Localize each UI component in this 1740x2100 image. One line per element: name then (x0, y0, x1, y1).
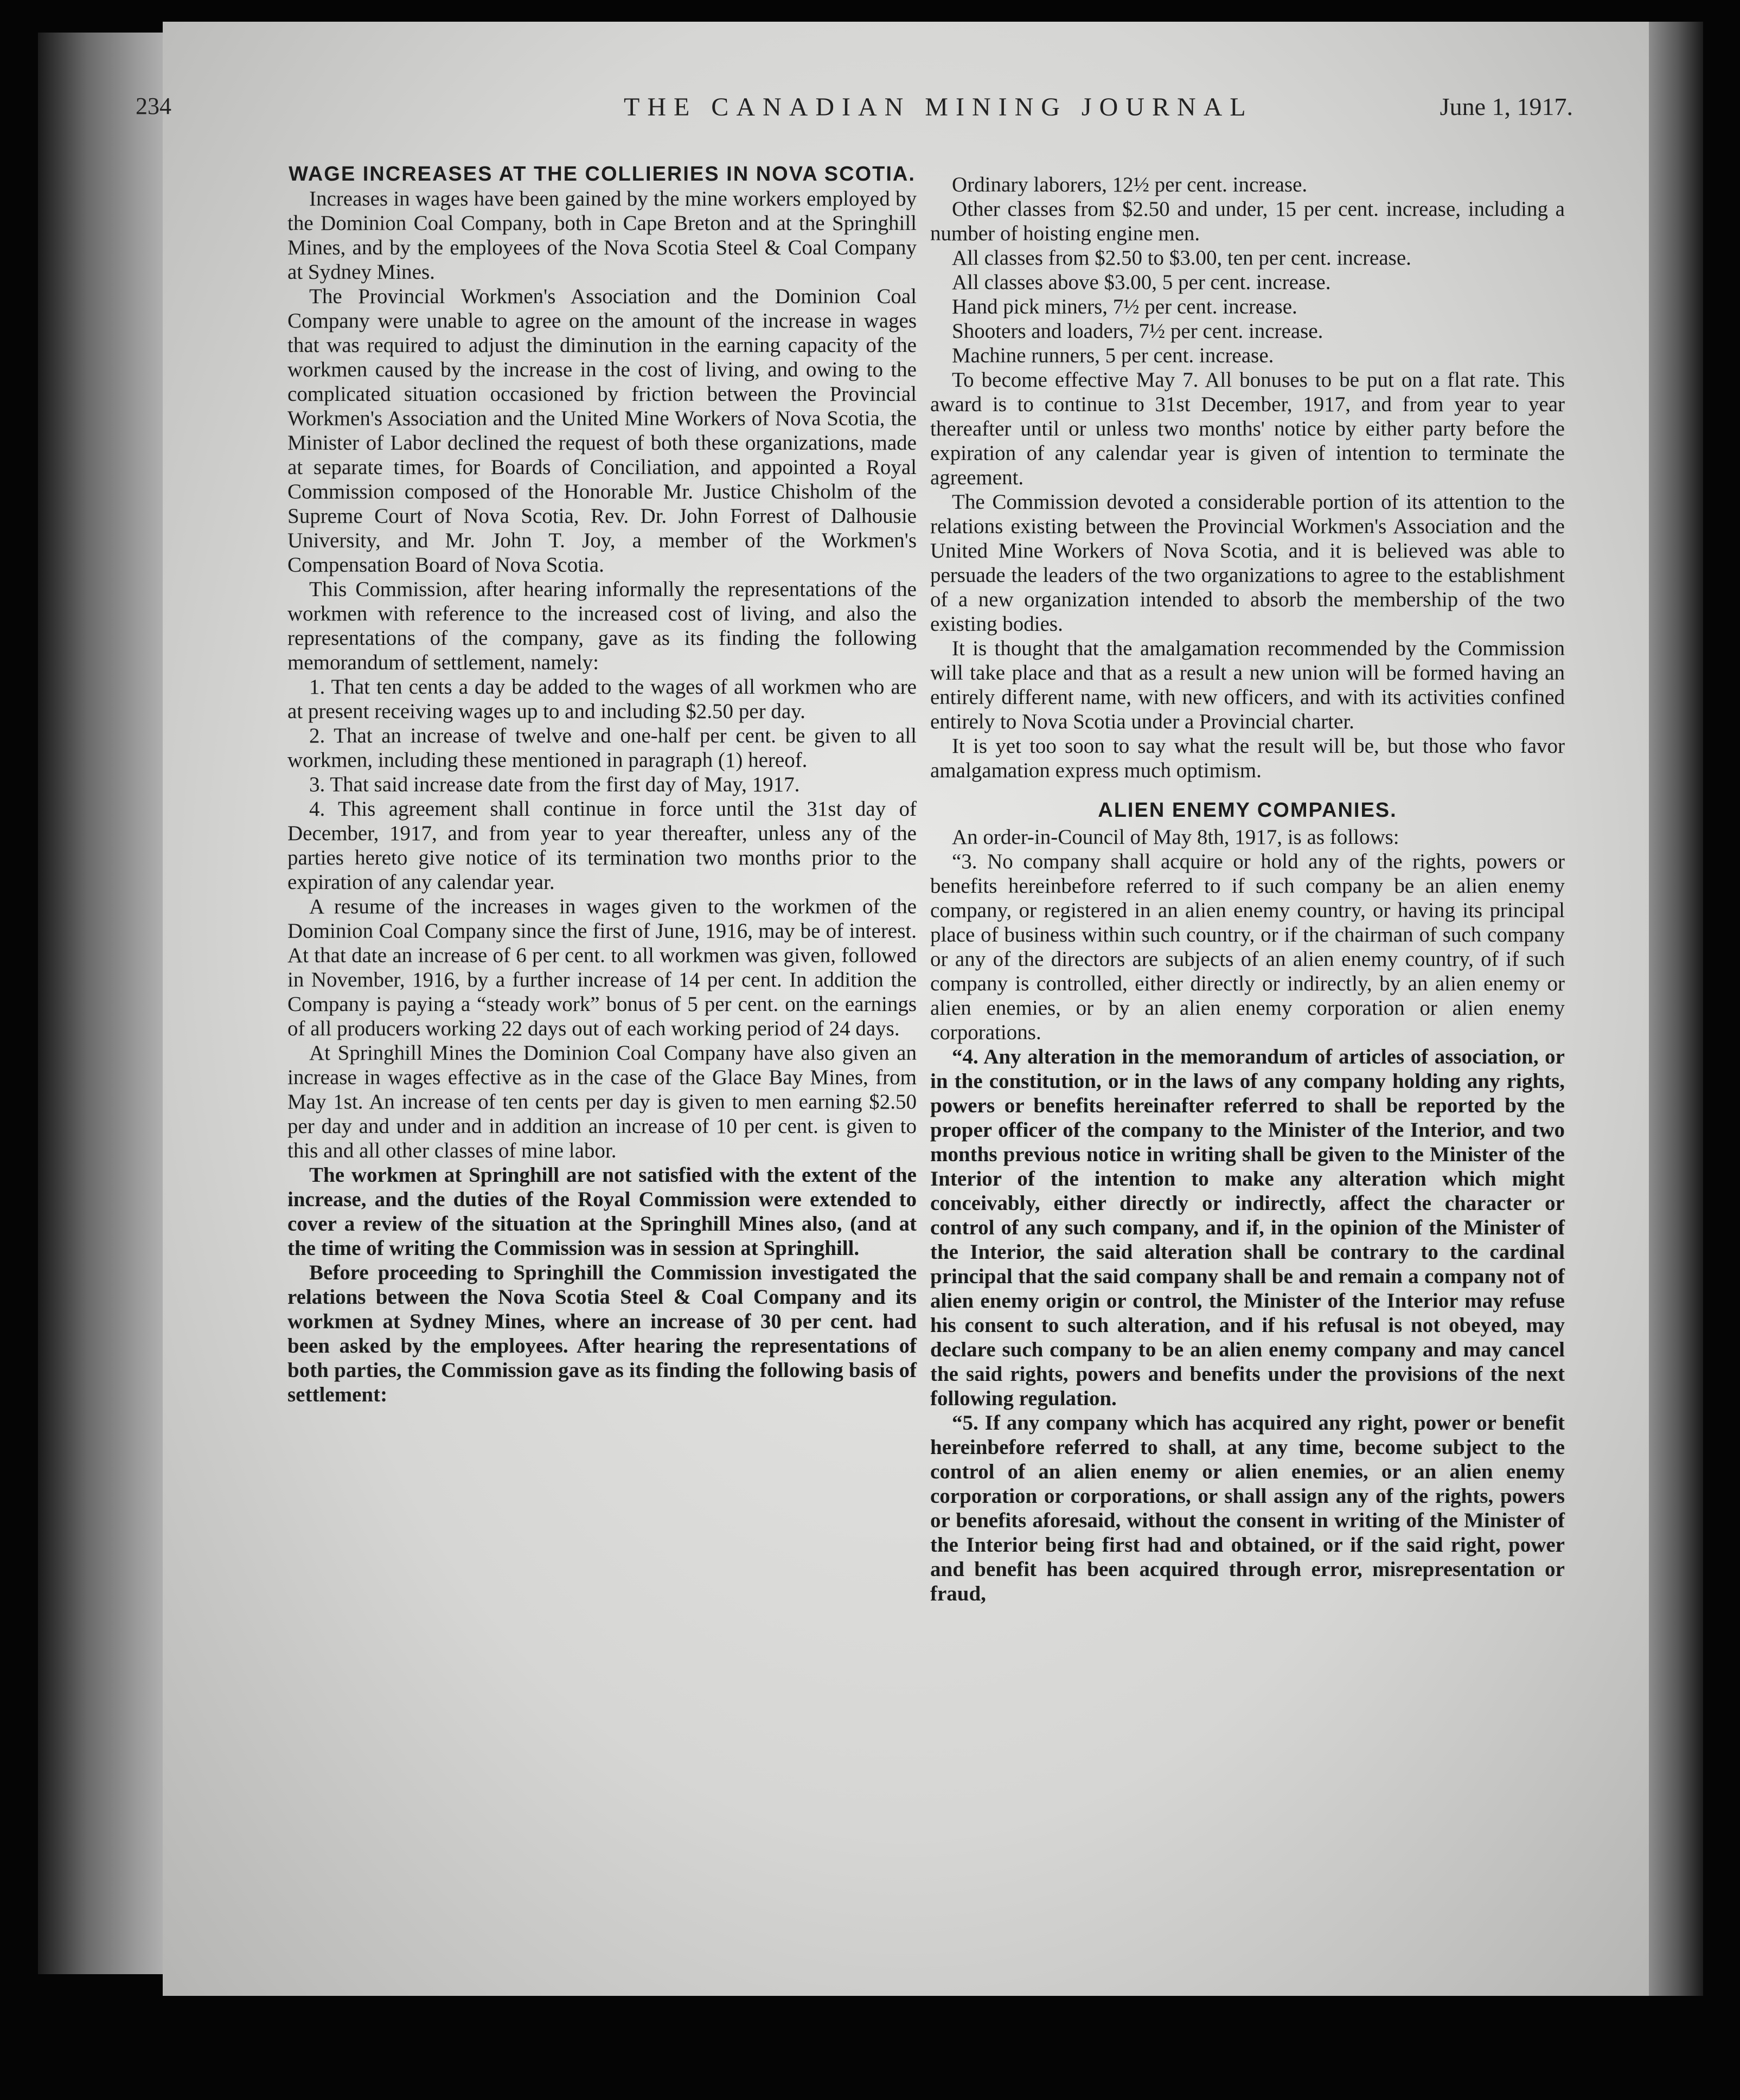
regulation-5: “5. If any company which has acquired any right, power or benefit hereinbefore referred to shall, at any time, become subject to the control of an alien enemy or alien enemies, or an alien enemy corporation or corporations, or shall assign any of the rights, powers or benefits aforesaid, without the consent in writing of the Minister of the Interior being first had and obtained, or if the said right, power and benefit has been acquired through error, misrepresentation or fraud, (930, 1411, 1565, 1605)
paragraph: The Provincial Workmen's Association and the Dominion Coal Company were unable to agree on the amount of the increase in wages that was required to adjust the diminution in the earning capacity of the workmen caused by the increase in the cost of living, and owing to the complicated situation occasioned by friction between the Provincial Workmen's Association and the United Mine Workers of Nova Scotia, the Minister of Labor declined the request of both these organizations, made at separate times, for Boards of Conciliation, and appointed a Royal Commission composed of the Honorable Mr. Justice Chisholm of the Supreme Court of Nova Scotia, Rev. Dr. John Forrest of Dalhousie University, and Mr. John T. Joy, a member of the Workmen's Compensation Board of Nova Scotia. (287, 285, 917, 577)
settlement-item-2: 2. That an increase of twelve and one-half per cent. be given to all workmen, including these mentioned in paragraph (1) hereof. (287, 724, 917, 772)
left-column (287, 163, 917, 1407)
schedule-item: Shooters and loaders, 7½ per cent. increase. (952, 319, 1323, 343)
paragraph: It is yet too soon to say what the result will be, but those who favor amalgamation express much optimism. (930, 734, 1565, 782)
paragraph: An order-in-Council of May 8th, 1917, is as follows: (952, 825, 1399, 849)
paragraph: The Commission devoted a considerable portion of its attention to the relations existing between the Provincial Workmen's Association and the United Mine Workers of Nova Scotia, and it is believed was able to persuade the leaders of the two organizations to agree to the establishment of a new organization intended to absorb the membership of the two existing bodies. (930, 490, 1565, 636)
page-number: 234 (136, 93, 171, 119)
bold-paragraph: The workmen at Springhill are not satisfied with the extent of the increase, and the duties of the Royal Commission were extended to cover a review of the situation at the Springhill Mines also, (and at the time of writing the Commission was in session at Springhill. (287, 1163, 917, 1260)
running-header (136, 92, 1573, 136)
regulation-4: “4. Any alteration in the memorandum of articles of association, or in the constitution, or in the laws of any company holding any rights, powers or benefits hereinafter referred to shall be reported by the proper officer of the company to the Minister of the Interior, and two months previous notice in writing shall be given to the Minister of the Interior of the intention to make any alteration which might conceivably, either directly or indirectly, affect the character or control of any such company, and if, in the opinion of the Minister of the Interior, the said alteration shall be contrary to the cardinal principal that the said company shall be and remain a company not of alien enemy origin or control, the Minister of the Interior may refuse his consent to such alteration, and if his refusal is not obeyed, may declare such company to be an alien enemy company and may cancel the said rights, powers and benefits under the provisions of the next following regulation. (930, 1045, 1565, 1410)
settlement-item-4: 4. This agreement shall continue in force until the 31st day of December, 1917, and from year to year thereafter, unless any of the parties hereto give notice of its termination two months prior to the expiration of any calendar year. (287, 797, 917, 894)
issue-date: June 1, 1917. (1440, 93, 1573, 120)
schedule-item: Machine runners, 5 per cent. increase. (952, 344, 1274, 367)
journal-title: THE CANADIAN MINING JOURNAL (624, 93, 1253, 121)
paragraph: To become effective May 7. All bonuses to be put on a flat rate. This award is to continue to 31st December, 1917, and from year to year thereafter until or unless two months' notice by either party before the expiration of any calendar year is given of intention to terminate the agreement. (930, 368, 1565, 489)
article-headline-wage-increases: WAGE INCREASES AT THE COLLIERIES IN NOVA SCOTIA. (289, 163, 916, 185)
paragraph: This Commission, after hearing informally the representations of the workmen with reference to the increased cost of living, and also the representations of the company, gave as its finding the following memorandum of settlement, namely: (287, 578, 917, 674)
regulation-3: “3. No company shall acquire or hold any of the rights, powers or benefits hereinbefore referred to if such company be an alien enemy company, or registered in an alien enemy country, or having its principal place of business within such country, or if the chairman of such company or any of the directors are subjects of an alien enemy country, of if such company is controlled, either directly or indirectly, by an alien enemy or alien enemies, or by an alien enemy corporation or alien enemy corporations. (930, 850, 1565, 1044)
schedule-item: Ordinary laborers, 12½ per cent. increase. (952, 173, 1308, 196)
binding-edge-left (38, 33, 179, 1974)
bold-paragraph: Before proceeding to Springhill the Commission investigated the relations between the Nova Scotia Steel & Coal Company and its workmen at Sydney Mines, where an increase of 30 per cent. had been asked by the employees. After hearing the representations of both parties, the Commission gave as its finding the following basis of settlement: (287, 1261, 917, 1406)
paragraph: A resume of the increases in wages given to the workmen of the Dominion Coal Company since the first of June, 1916, may be of interest. At that date an increase of 6 per cent. to all workmen was given, followed in November, 1916, by a further increase of 14 per cent. In addition the Company is paying a “steady work” bonus of 5 per cent. on the earnings of all producers working 22 days out of each working period of 24 days. (287, 895, 917, 1040)
settlement-item-1: 1. That ten cents a day be added to the wages of all workmen who are at present receiving wages up to and including $2.50 per day. (287, 675, 917, 723)
settlement-item-3: 3. That said increase date from the first day of May, 1917. (309, 773, 800, 796)
schedule-item: Hand pick miners, 7½ per cent. increase. (952, 295, 1297, 318)
right-column (930, 172, 1565, 1606)
paragraph: Increases in wages have been gained by the mine workers employed by the Dominion Coal Company, both in Cape Breton and at the Springhill Mines, and by the employees of the Nova Scotia Steel & Coal Company at Sydney Mines. (287, 187, 917, 284)
schedule-item: All classes above $3.00, 5 per cent. increase. (952, 271, 1331, 294)
paragraph: At Springhill Mines the Dominion Coal Company have also given an increase in wages effective as in the case of the Glace Bay Mines, from May 1st. An increase of ten cents per day is given to men earning $2.50 per day and under and in addition an increase of 10 per cent. is given to this and all other classes of mine labor. (287, 1041, 917, 1162)
article-headline-alien-enemy: ALIEN ENEMY COMPANIES. (1098, 799, 1397, 822)
schedule-item: All classes from $2.50 to $3.00, ten per cent. increase. (952, 246, 1411, 270)
schedule-item: Other classes from $2.50 and under, 15 per cent. increase, including a number of hoisting engine men. (930, 197, 1565, 245)
paragraph: It is thought that the amalgamation recommended by the Commission will take place and that as a result a new union will be formed having an entirely different name, with new officers, and with its activities confined entirely to Nova Scotia under a Provincial charter. (930, 637, 1565, 733)
